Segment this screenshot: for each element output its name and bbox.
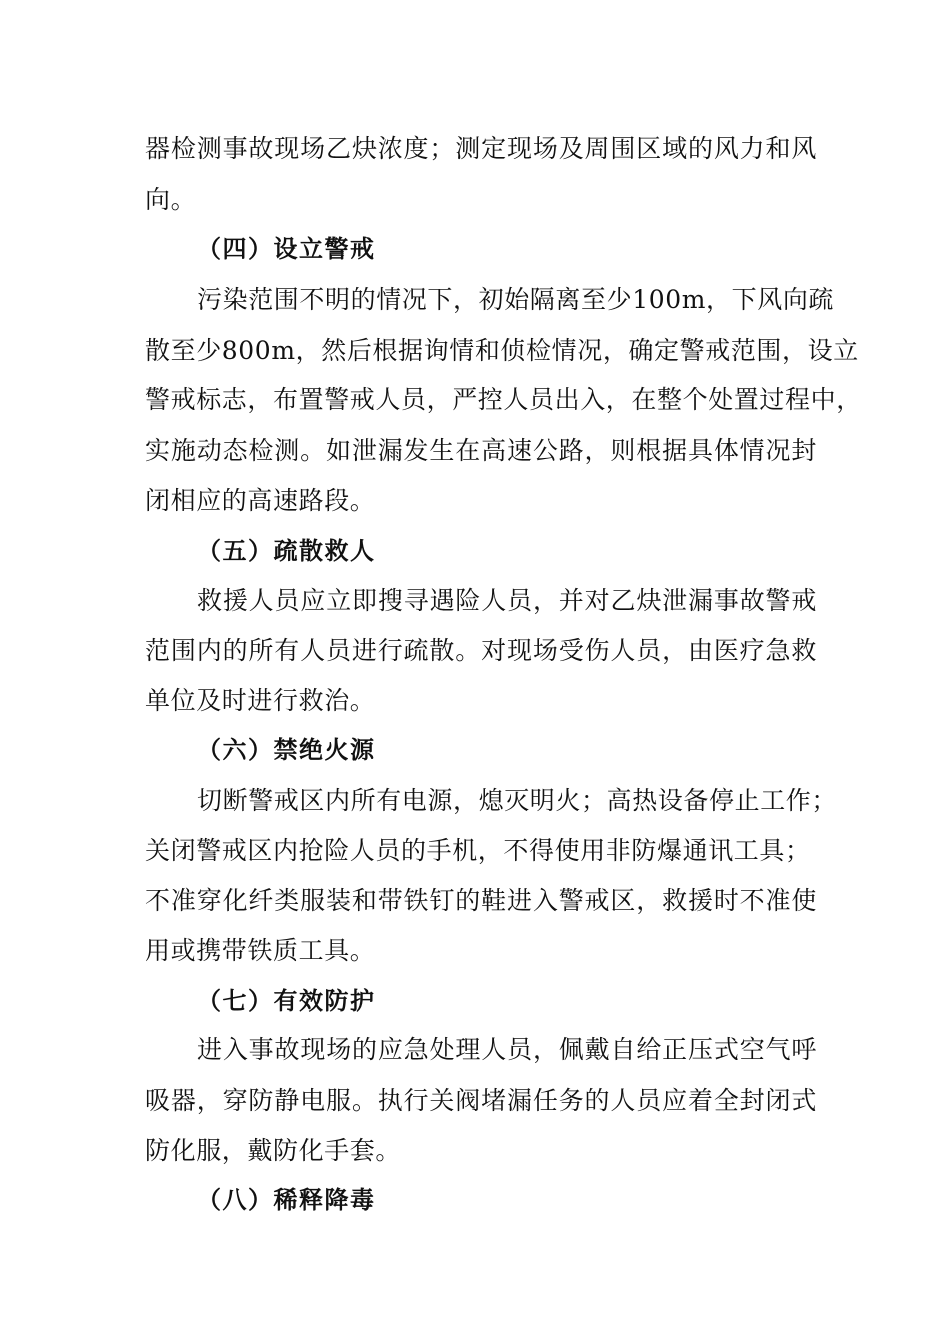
section-heading: （七）有效防护 (197, 987, 376, 1015)
body-text-line: 不准穿化纤类服装和带铁钉的鞋进入警戒区，救援时不准使 (145, 886, 817, 915)
section-heading: （四）设立警戒 (197, 235, 376, 263)
body-text-line: 警戒标志，布置警戒人员，严控人员出入，在整个处置过程中， (145, 385, 862, 414)
body-text-line: 进入事故现场的应急处理人员，佩戴自给正压式空气呼 (197, 1035, 817, 1064)
body-text-line: 用或携带铁质工具。 (145, 936, 376, 965)
body-text-line: 闭相应的高速路段。 (145, 486, 376, 515)
body-text-line: 救援人员应立即搜寻遇险人员，并对乙炔泄漏事故警戒 (197, 586, 817, 615)
body-text-line: 防化服，戴防化手套。 (145, 1136, 402, 1165)
body-text-line: 单位及时进行救治。 (145, 686, 376, 715)
section-heading: （五）疏散救人 (197, 537, 376, 565)
body-text-line: 关闭警戒区内抢险人员的手机，不得使用非防爆通讯工具； (145, 836, 811, 865)
section-heading: （六）禁绝火源 (197, 736, 376, 764)
body-text-line: 污染范围不明的情况下，初始隔离至少100m，下风向疏 (197, 285, 835, 314)
section-heading: （八）稀释降毒 (197, 1186, 376, 1214)
body-text-line: 向。 (145, 185, 197, 214)
body-text-line: 吸器，穿防静电服。执行关阀堵漏任务的人员应着全封闭式 (145, 1086, 817, 1115)
body-text-line: 实施动态检测。如泄漏发生在高速公路，则根据具体情况封 (145, 436, 817, 465)
body-text-line: 切断警戒区内所有电源，熄灭明火；高热设备停止工作； (197, 786, 838, 815)
body-text-line: 范围内的所有人员进行疏散。对现场受伤人员，由医疗急救 (145, 636, 817, 665)
body-text-line: 散至少800m，然后根据询情和侦检情况，确定警戒范围，设立 (145, 336, 859, 365)
body-text-line: 器检测事故现场乙炔浓度；测定现场及周围区域的风力和风 (145, 134, 817, 163)
